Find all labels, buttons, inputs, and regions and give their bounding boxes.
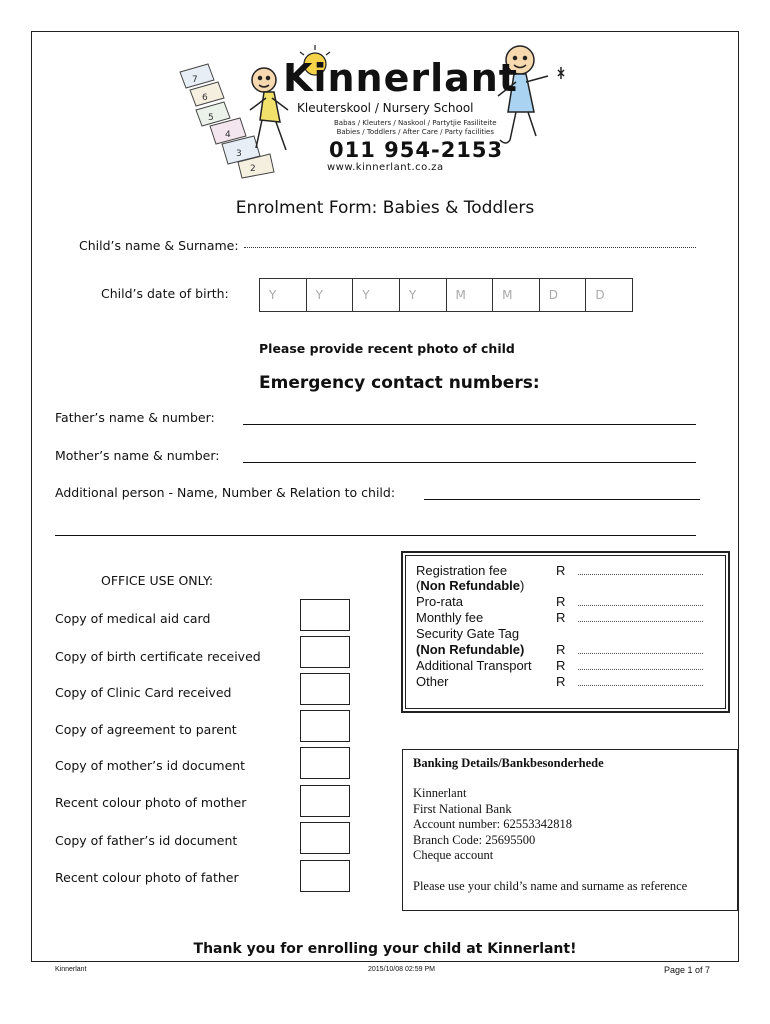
office-heading: OFFICE USE ONLY:	[101, 573, 214, 588]
additional-field-line-2[interactable]	[55, 535, 696, 536]
banking-reference: Please use your child’s name and surname as reference	[413, 879, 688, 893]
fee-amount-field[interactable]	[578, 605, 703, 606]
footer-page-number: Page 1 of 7	[664, 965, 711, 975]
fee-amount-field[interactable]	[578, 669, 703, 670]
fee-non-refundable-2: (Non Refundable)	[416, 642, 525, 657]
office-checkbox[interactable]	[300, 747, 350, 779]
brand-phone: 011 954-2153	[329, 138, 504, 162]
svg-text:6: 6	[202, 93, 208, 103]
fee-currency: R	[556, 594, 566, 609]
additional-label: Additional person - Name, Number & Relation to child:	[55, 485, 396, 500]
bank-name: First National Bank	[413, 801, 512, 816]
mother-label: Mother’s name & number:	[55, 448, 220, 463]
bank-account-name: Kinnerlant	[413, 786, 467, 800]
office-checkbox[interactable]	[300, 860, 350, 892]
footer-left: Kinnerlant	[55, 966, 87, 973]
banking-heading: Banking Details/Bankbesonderhede	[413, 756, 604, 770]
father-label: Father’s name & number:	[55, 410, 215, 425]
father-field[interactable]	[243, 424, 696, 425]
fee-amount-field[interactable]	[578, 574, 703, 575]
dob-label: Child’s date of birth:	[101, 286, 229, 301]
brand-subtitle: Kleuterskool / Nursery School	[297, 101, 474, 115]
svg-text:5: 5	[208, 113, 214, 123]
dob-cell[interactable]: Y	[260, 279, 307, 311]
office-item: Copy of medical aid card	[55, 611, 211, 626]
office-item: Recent colour photo of father	[55, 870, 239, 885]
office-item: Copy of agreement to parent	[55, 722, 237, 737]
svg-text:2: 2	[250, 164, 256, 174]
dob-cell[interactable]: Y	[353, 279, 400, 311]
office-item: Copy of birth certificate received	[55, 649, 261, 664]
office-checkbox[interactable]	[300, 822, 350, 854]
thank-you-message: Thank you for enrolling your child at Kinnerlant!	[193, 941, 577, 957]
additional-field[interactable]	[424, 499, 700, 500]
office-checkbox[interactable]	[300, 599, 350, 631]
child-name-label: Child’s name & Surname:	[79, 238, 239, 253]
svg-text:4: 4	[225, 130, 231, 140]
svg-text:3: 3	[236, 149, 242, 159]
brand-name: Kinnerlant	[283, 56, 518, 100]
fee-amount-field[interactable]	[578, 685, 703, 686]
office-checkbox[interactable]	[300, 710, 350, 742]
svg-text:7: 7	[192, 75, 198, 85]
fee-currency: R	[556, 610, 566, 625]
office-item: Recent colour photo of mother	[55, 795, 247, 810]
fee-non-refundable-1-text: Non Refundable	[420, 578, 521, 593]
dob-cell[interactable]: Y	[400, 279, 447, 311]
fee-security: Security Gate Tag	[416, 626, 520, 641]
fee-amount-field[interactable]	[578, 653, 703, 654]
dob-cell[interactable]: M	[447, 279, 494, 311]
fee-non-refundable-1: (Non Refundable)	[416, 578, 525, 593]
dob-cell[interactable]: M	[493, 279, 540, 311]
emergency-heading: Emergency contact numbers:	[259, 373, 540, 393]
banking-box	[402, 749, 738, 911]
fee-currency: R	[556, 642, 566, 657]
bank-branch-code: Branch Code: 25695500	[413, 832, 536, 847]
child-name-field[interactable]	[244, 247, 696, 248]
mother-field[interactable]	[243, 462, 696, 463]
fee-monthly: Monthly fee	[416, 610, 484, 625]
banking-details	[413, 786, 572, 864]
dob-grid[interactable]	[259, 278, 633, 312]
fee-currency: R	[556, 658, 566, 673]
brand-services	[334, 119, 497, 137]
dob-cell[interactable]: D	[595, 288, 605, 302]
fee-transport: Additional Transport	[416, 658, 532, 673]
footer-center: 2015/10/08 02:59 PM	[368, 966, 435, 973]
fee-amount-field[interactable]	[578, 621, 703, 622]
fee-pro-rata: Pro-rata	[416, 594, 463, 609]
form-title: Enrolment Form: Babies & Toddlers	[235, 198, 535, 218]
office-checkbox[interactable]	[300, 673, 350, 705]
dob-cell[interactable]: Y	[307, 279, 354, 311]
office-item: Copy of father’s id document	[55, 833, 238, 848]
fee-registration: Registration fee	[416, 563, 508, 578]
fee-currency: R	[556, 674, 566, 689]
brand-website: www.kinnerlant.co.za	[327, 162, 444, 173]
fee-currency: R	[556, 563, 566, 578]
services-line-2: Babies / Toddlers / After Care / Party facilities	[336, 128, 494, 136]
office-item: Copy of mother’s id document	[55, 758, 246, 773]
office-item: Copy of Clinic Card received	[55, 685, 232, 700]
photo-note: Please provide recent photo of child	[259, 341, 515, 356]
office-checkbox[interactable]	[300, 785, 350, 817]
fee-other: Other	[416, 674, 449, 689]
bank-account-type: Cheque account	[413, 848, 494, 862]
bank-account-number: Account number: 62553342818	[413, 817, 573, 831]
office-checkbox[interactable]	[300, 636, 350, 668]
dob-cell[interactable]: D	[540, 279, 587, 311]
services-line-1: Babas / Kleuters / Naskool / Partytjie Fasiliteite	[334, 119, 497, 127]
